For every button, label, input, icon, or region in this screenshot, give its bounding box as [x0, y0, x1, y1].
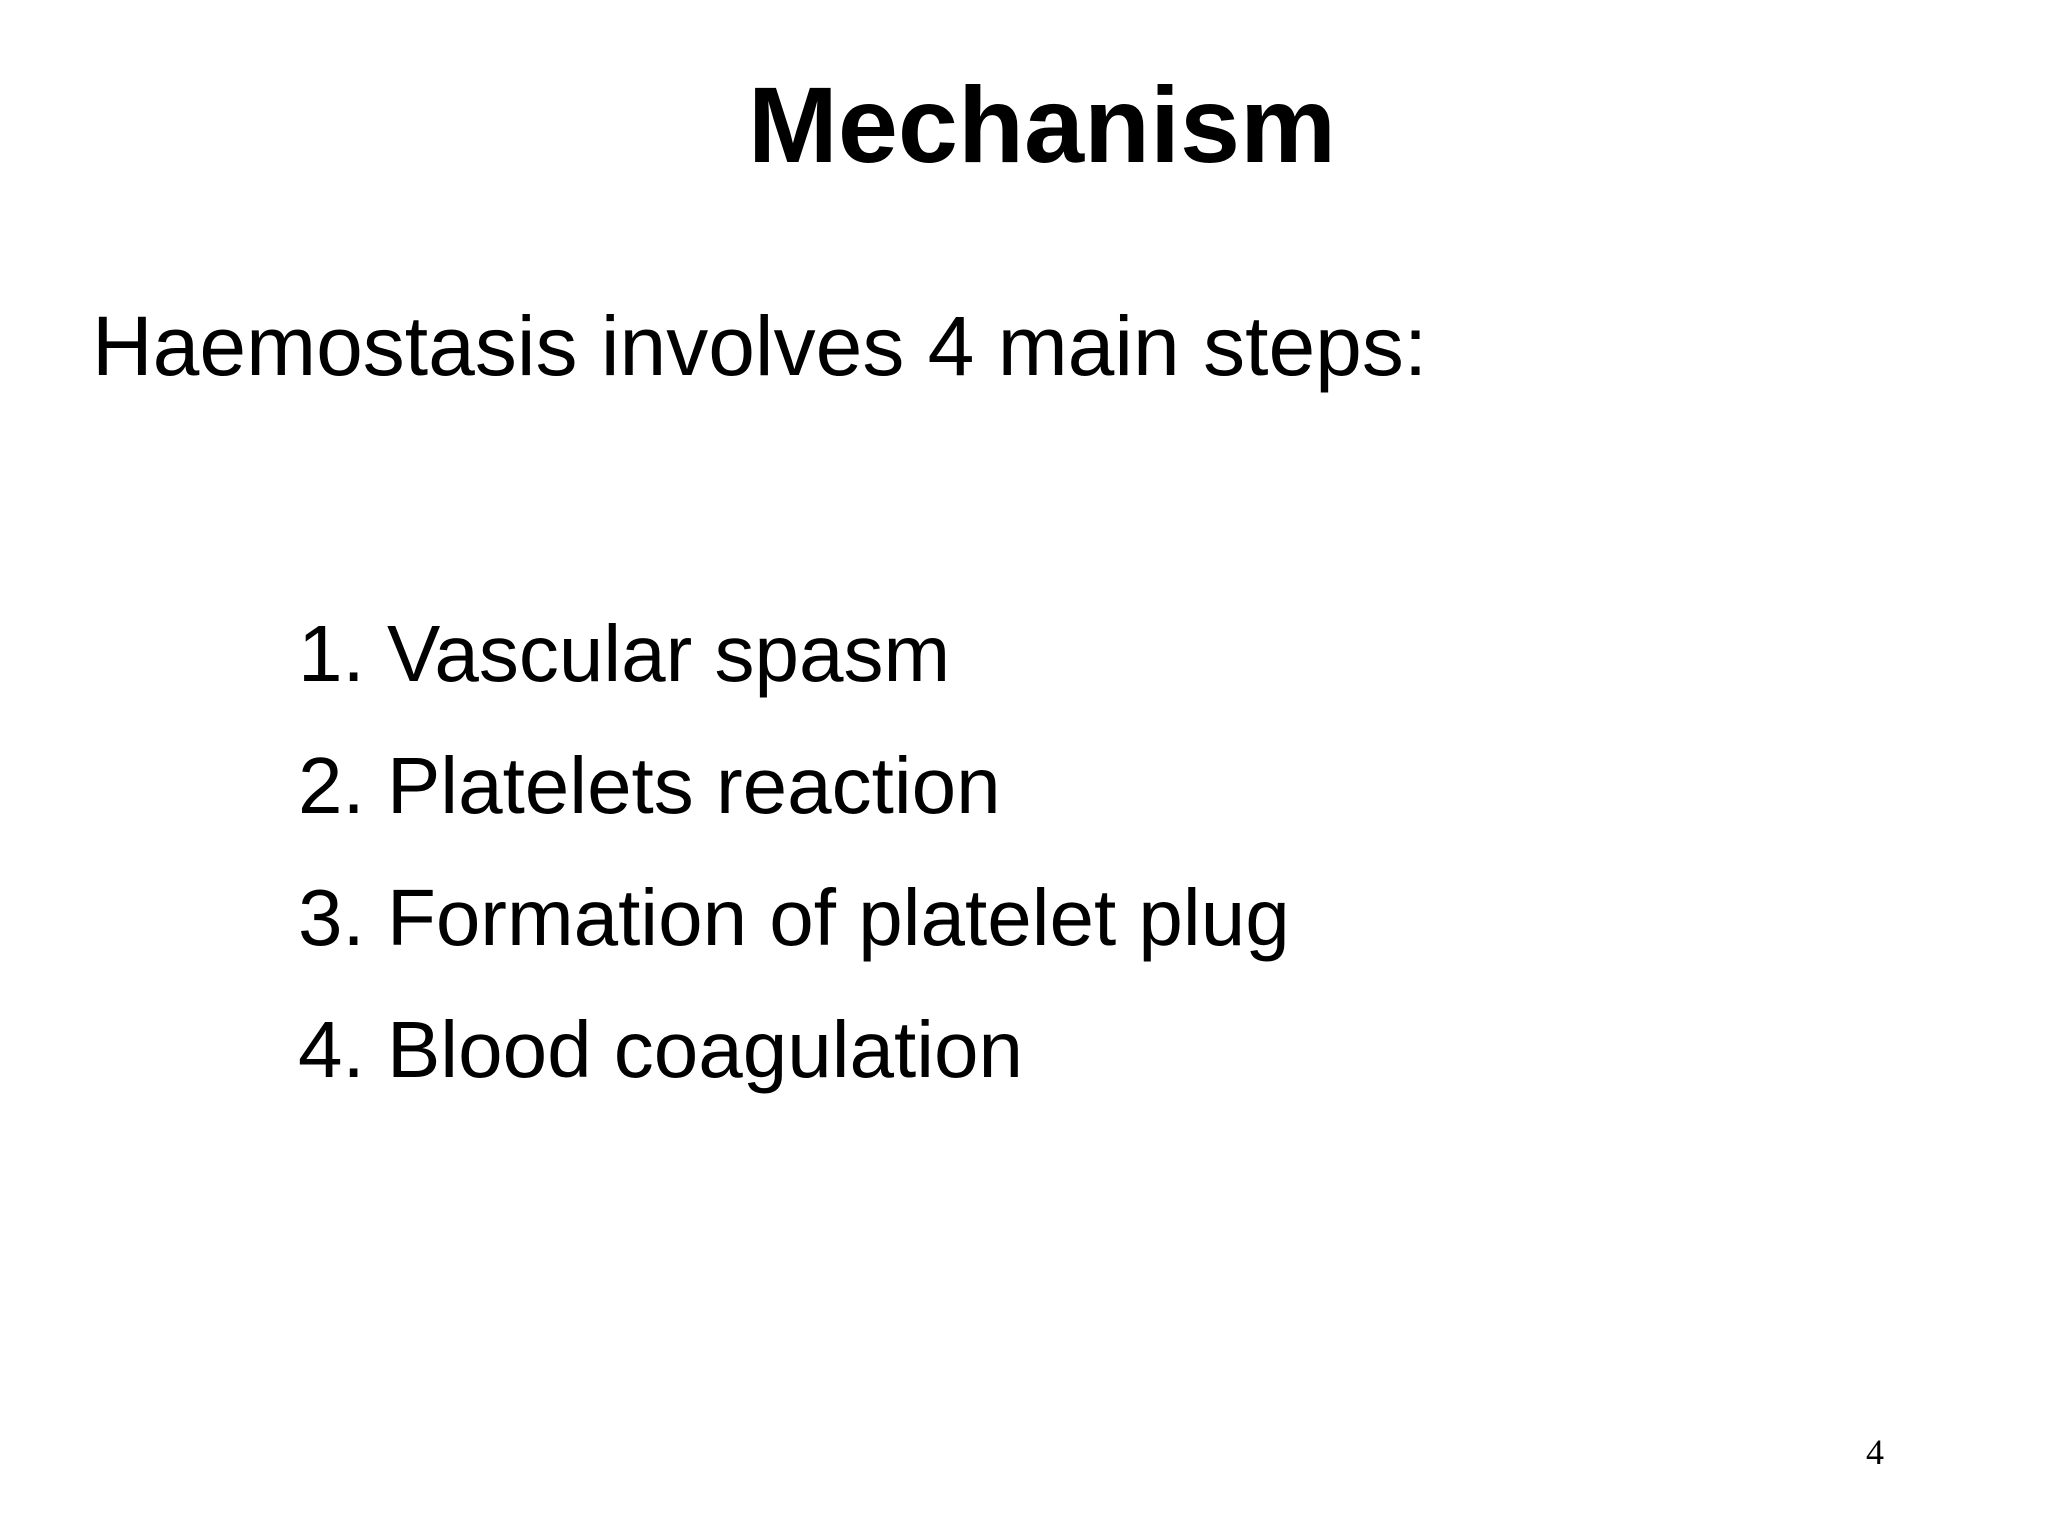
page-number: 4 — [1866, 1432, 1884, 1472]
step-item: 2. Platelets reaction — [298, 741, 1001, 830]
intro-text: Haemostasis involves 4 main steps: — [92, 299, 1428, 393]
step-item: 1. Vascular spasm — [298, 609, 951, 698]
slide-title: Mechanism — [747, 64, 1337, 185]
step-item: 3. Formation of platelet plug — [298, 873, 1290, 962]
steps-list — [298, 588, 1290, 1116]
step-item: 4. Blood coagulation — [298, 1005, 1023, 1094]
